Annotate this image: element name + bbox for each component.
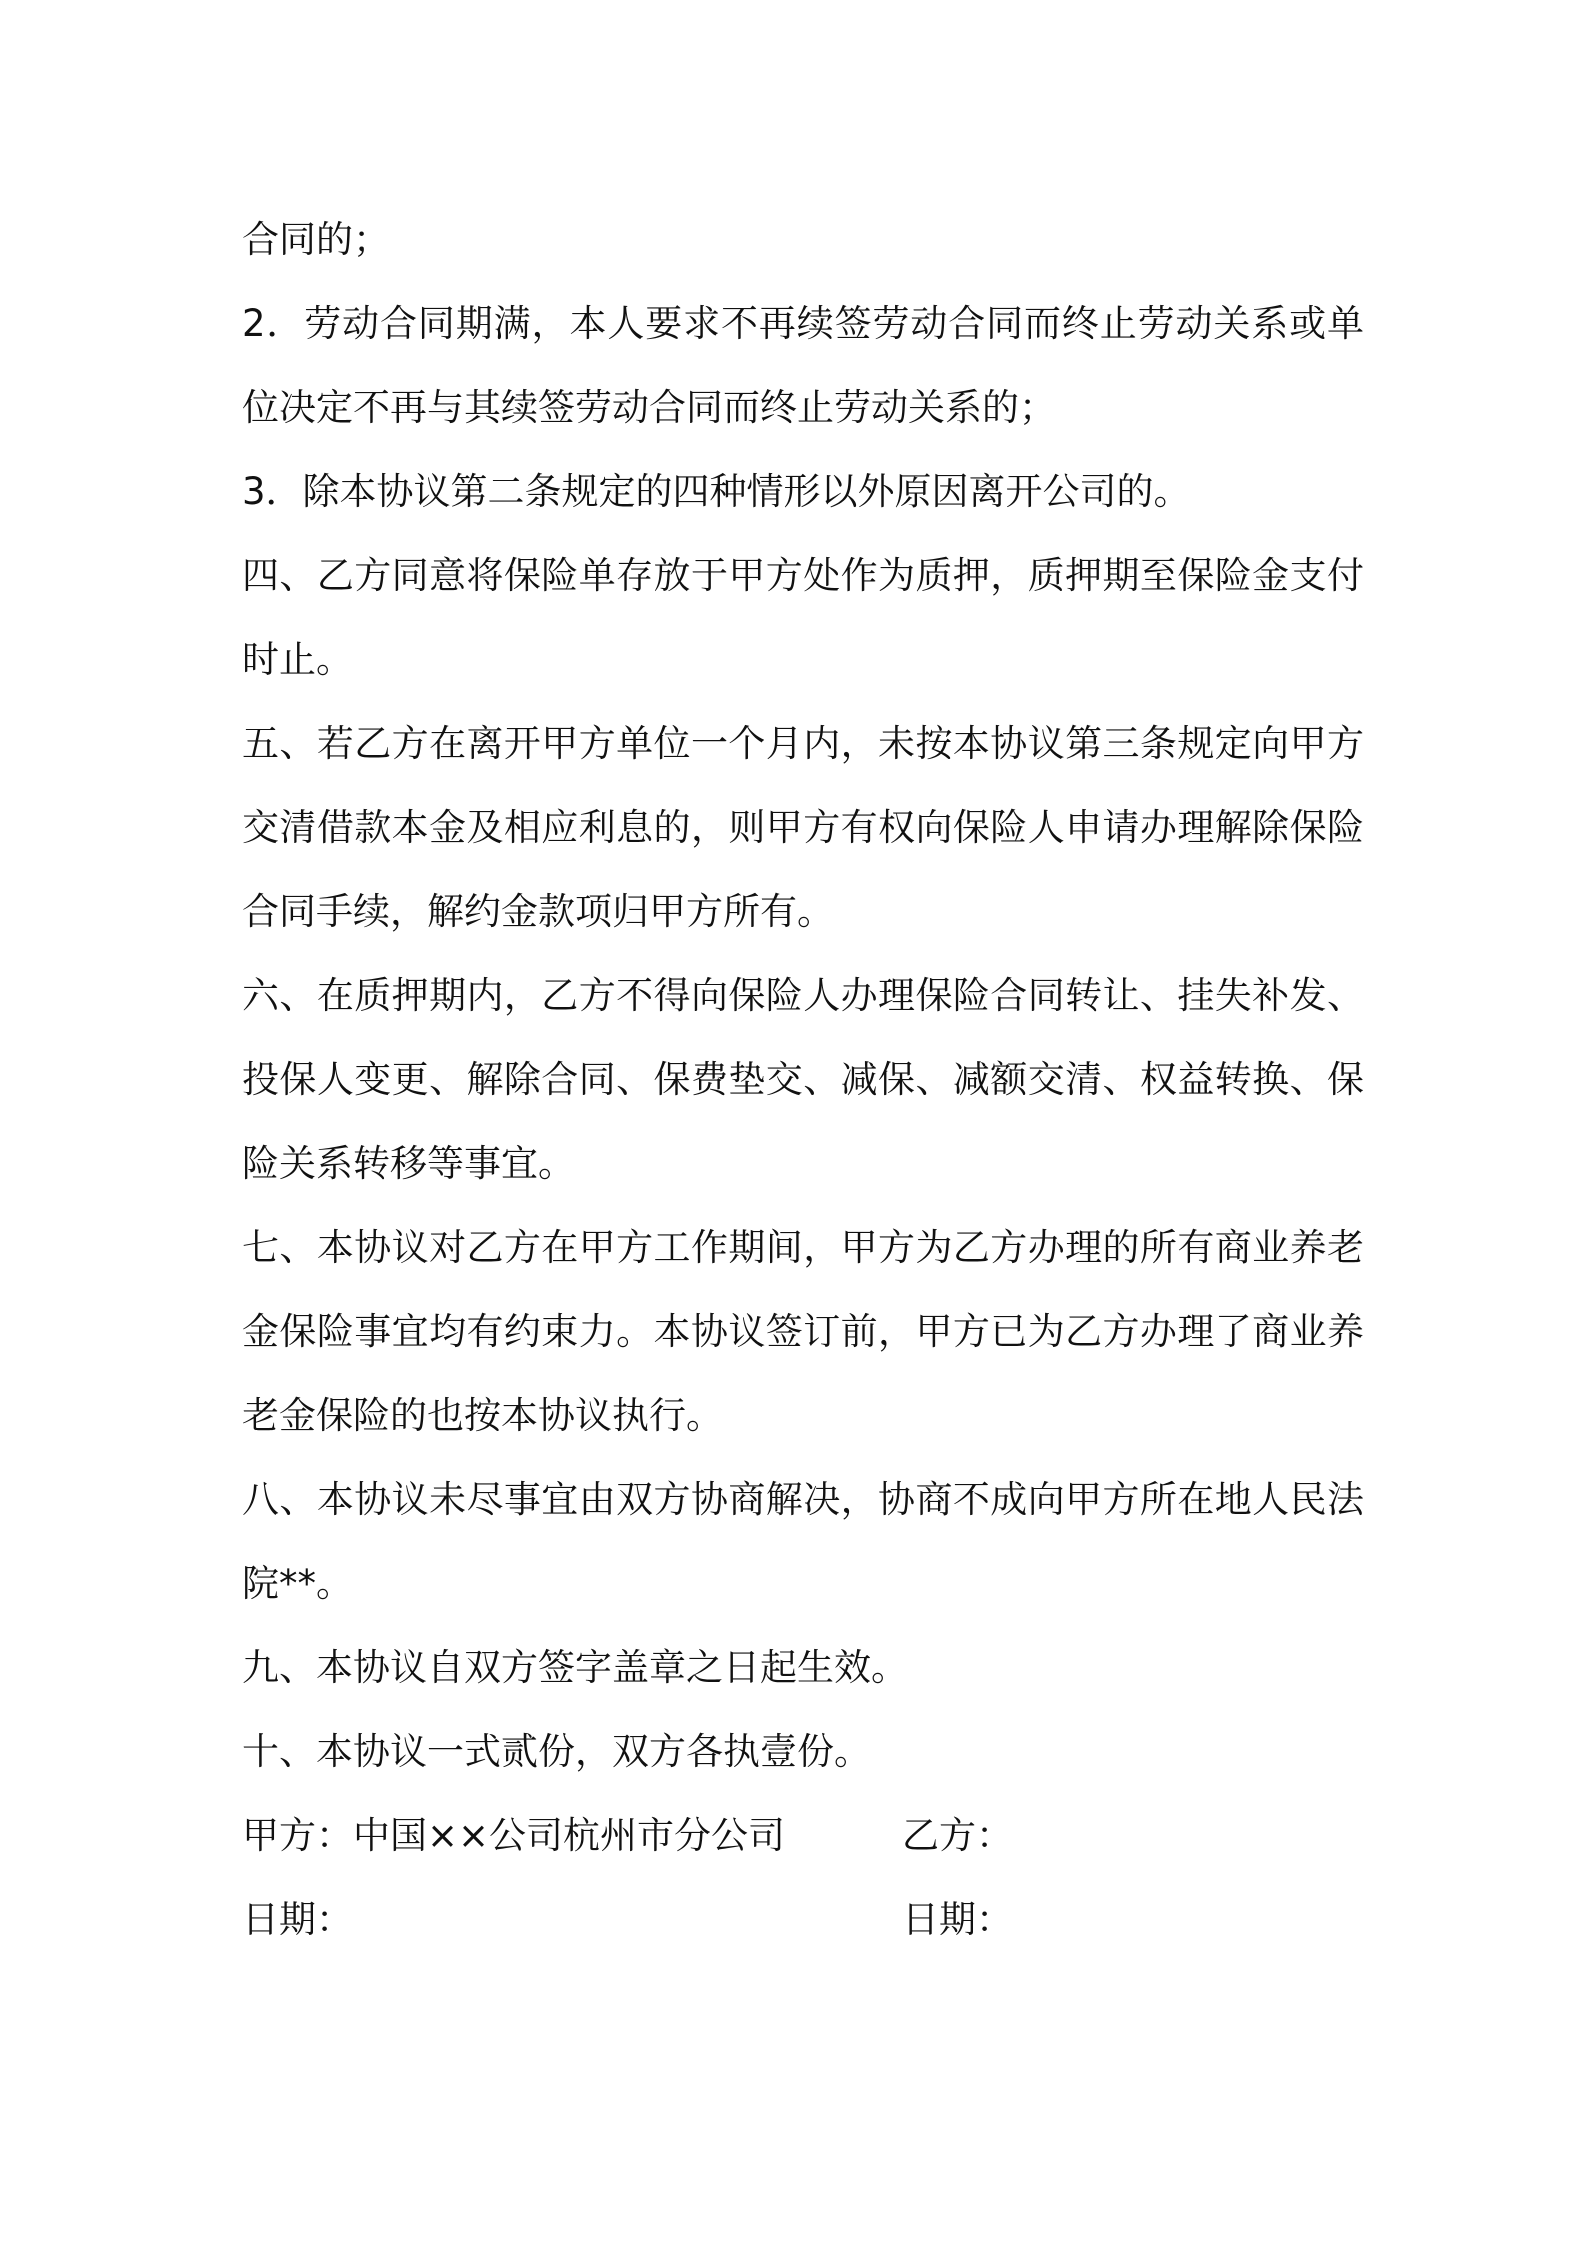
paragraph-clause-10: 十、本协议一式贰份，双方各执壹份。 bbox=[242, 1730, 871, 1773]
date-b-label: 日期： bbox=[902, 1898, 1013, 1941]
signature-date-row bbox=[242, 1878, 1364, 1962]
paragraph-continuation: 合同的； bbox=[242, 218, 390, 261]
paragraph-clause-9: 九、本协议自双方签字盖章之日起生效。 bbox=[242, 1646, 908, 1689]
paragraph-clause-5: 五、若乙方在离开甲方单位一个月内，未按本协议第三条规定向甲方交清借款本金及相应利息的，则甲方有权向保险人申请办理解除保险合同手续，解约金款项归甲方所有。 bbox=[242, 722, 1364, 933]
paragraph-clause-7: 七、本协议对乙方在甲方工作期间，甲方为乙方办理的所有商业养老金保险事宜均有约束力。本协议签订前，甲方已为乙方办理了商业养老金保险的也按本协议执行。 bbox=[242, 1226, 1364, 1437]
party-b-label: 乙方： bbox=[902, 1814, 1013, 1857]
paragraph-clause-6: 六、在质押期内，乙方不得向保险人办理保险合同转让、挂失补发、投保人变更、解除合同、保费垫交、减保、减额交清、权益转换、保险关系转移等事宜。 bbox=[242, 974, 1364, 1185]
agreement-body bbox=[242, 198, 1364, 1962]
party-a-label: 甲方：中国××公司杭州市分公司 bbox=[242, 1814, 786, 1857]
paragraph-clause-4: 四、乙方同意将保险单存放于甲方处作为质押，质押期至保险金支付时止。 bbox=[242, 554, 1364, 681]
date-a-label: 日期： bbox=[242, 1898, 353, 1941]
signature-party-row bbox=[242, 1794, 1364, 1878]
paragraph-clause-3-item-3: 3．除本协议第二条规定的四种情形以外原因离开公司的。 bbox=[242, 470, 1191, 513]
paragraph-clause-8: 八、本协议未尽事宜由双方协商解决，协商不成向甲方所在地人民法院**。 bbox=[242, 1478, 1364, 1605]
paragraph-clause-3-item-2: 2．劳动合同期满，本人要求不再续签劳动合同而终止劳动关系或单位决定不再与其续签劳动合同而终止劳动关系的； bbox=[242, 302, 1364, 429]
